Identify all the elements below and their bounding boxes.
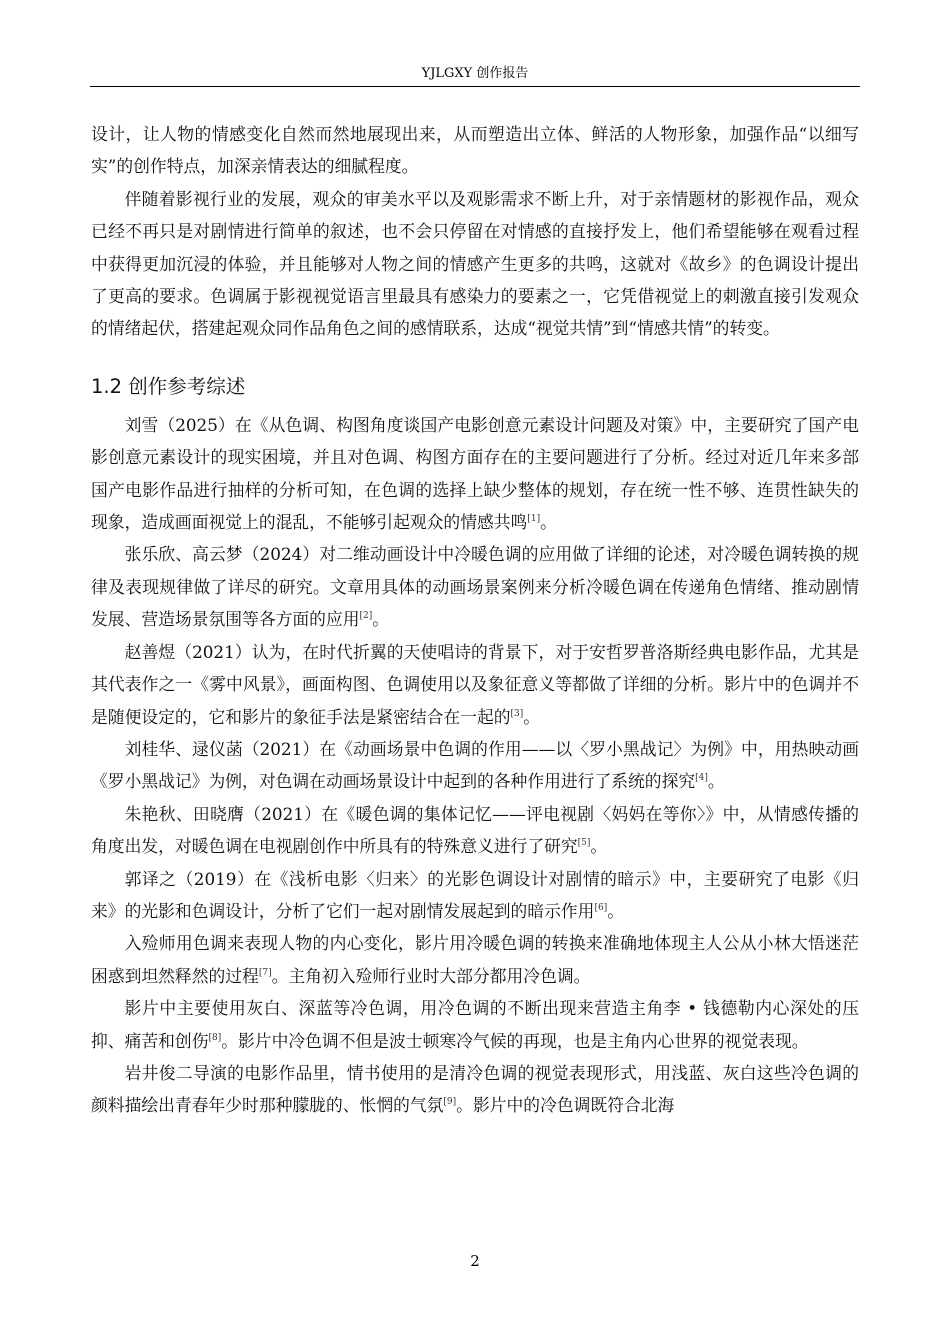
- header-rule: [90, 86, 860, 87]
- review-text: 张乐欣、高云梦（2024）对二维动画设计中冷暖色调的应用做了详细的论述，对冷暖色调转换的规律及表现规律做了详尽的研究。文章用具体的动画场景案例来分析冷暖色调在传递角色情绪、推动剧情发展、营造场景氛围等各方面的应用: [91, 544, 859, 630]
- review-text: 赵善煜（2021）认为，在时代折翼的天使唱诗的背景下，对于安哲罗普洛斯经典电影作品，尤其是其代表作之一《雾中风景》，画面构图、色调使用以及象征意义等都做了详细的分析。影片中的色调并不是随便设定的，它和影片的象征手法是紧密结合在一起的: [91, 641, 859, 727]
- citation-ref: [2]: [359, 611, 373, 622]
- citation-ref: [8]: [208, 1032, 222, 1043]
- review-text-end: 。影片中的冷色调既符合北海: [456, 1095, 675, 1116]
- review-paragraph-5: [91, 798, 859, 863]
- review-paragraph-2: [91, 538, 859, 635]
- review-text: 入殓师用色调来表现人物的内心变化，影片用冷暖色调的转换来准确地体现主人公从小林大悟迷茫困惑到坦然释然的过程: [91, 933, 859, 986]
- review-text-end: 。: [540, 512, 557, 533]
- review-text-end: 。: [607, 900, 624, 921]
- body-text: [91, 118, 859, 1122]
- paragraph: 伴随着影视行业的发展，观众的审美水平以及观影需求不断上升，对于亲情题材的影视作品，观众已经不再只是对剧情进行简单的叙述，也不会只停留在对情感的直接抒发上，他们希望能够在观看过程中获得更加沉浸的体验，并且能够对人物之间的情感产生更多的共鸣，这就对《故乡》的色调设计提出了更高的要求。色调属于影视视觉语言里最具有感染力的要素之一，它凭借视觉上的刺激直接引发观众的情绪起伏，搭建起观众同作品角色之间的感情联系，达成“视觉共情”到“情感共情”的转变。: [91, 188, 859, 339]
- review-paragraph-9: [91, 1057, 859, 1122]
- review-text-end: 。: [372, 609, 390, 630]
- review-text-end: 。: [590, 836, 608, 857]
- review-paragraph-7: [91, 927, 859, 992]
- review-paragraph-4: [91, 733, 859, 798]
- citation-ref: [4]: [695, 773, 708, 784]
- citation-ref: [1]: [527, 514, 541, 525]
- section-heading: 1.2 创作参考综述: [91, 374, 246, 398]
- review-paragraph-6: [91, 863, 859, 928]
- review-paragraph-1: [91, 409, 859, 539]
- review-text: 岩井俊二导演的电影作品里，情书使用的是清冷色调的视觉表现形式，用浅蓝、灰白这些冷色调的颜料描绘出青春年少时那种朦胧的、怅惘的气氛: [91, 1062, 859, 1116]
- running-header: YJLGXY 创作报告: [421, 66, 529, 81]
- review-text: 刘桂华、逯仪菡（2021）在《动画场景中色调的作用——以〈罗小黑战记〉为例》中，用热映动画《罗小黑战记》为例，对色调在动画场景设计中起到的各种作用进行了系统的探究: [91, 738, 859, 792]
- review-paragraph-8: [91, 992, 859, 1057]
- review-text: 刘雪（2025）在《从色调、构图角度谈国产电影创意元素设计问题及对策》中，主要研究了国产电影创意元素设计的现实困境，并且对色调、构图方面存在的主要问题进行了分析。经过对近几年来多部国产电影作品进行抽样的分析可知，在色调的选择上缺少整体的规划，存在统一性不够、连贯性缺失的现象，造成画面视觉上的混乱，不能够引起观众的情感共鸣: [91, 414, 859, 533]
- review-text-end: 。影片中冷色调不但是波士顿寒冷气候的再现，也是主角内心世界的视觉表现。: [221, 1030, 809, 1051]
- citation-ref: [5]: [577, 838, 591, 849]
- citation-ref: [3]: [510, 708, 524, 719]
- review-text-end: 。: [523, 706, 541, 727]
- citation-ref: [6]: [594, 902, 608, 913]
- paragraph-continued: 设计，让人物的情感变化自然而然地展现出来，从而塑造出立体、鲜活的人物形象，加强作品“以细写实”的创作特点，加深亲情表达的细腻程度。: [91, 124, 859, 177]
- review-text: 郭译之（2019）在《浅析电影〈归来〉的光影色调设计对剧情的暗示》中，主要研究了电影《归来》的光影和色调设计，分析了它们一起对剧情发展起到的暗示作用: [91, 868, 859, 921]
- citation-ref: [9]: [443, 1097, 457, 1108]
- review-text: 朱艳秋、田晓膺（2021）在《暖色调的集体记忆——评电视剧〈妈妈在等你〉》中，从情感传播的角度出发，对暖色调在电视剧创作中所具有的特殊意义进行了研究: [91, 803, 859, 857]
- review-text: 影片中主要使用灰白、深蓝等冷色调，用冷色调的不断出现来营造主角李 • 钱德勒内心深处的压抑、痛苦和创伤: [91, 998, 859, 1051]
- page-number: 2: [470, 1252, 480, 1270]
- review-paragraph-3: [91, 636, 859, 733]
- review-text-end: 。主角初入殓师行业时大部分都用冷色调。: [271, 965, 591, 986]
- citation-ref: [7]: [258, 967, 272, 978]
- review-text-end: 。: [707, 771, 725, 792]
